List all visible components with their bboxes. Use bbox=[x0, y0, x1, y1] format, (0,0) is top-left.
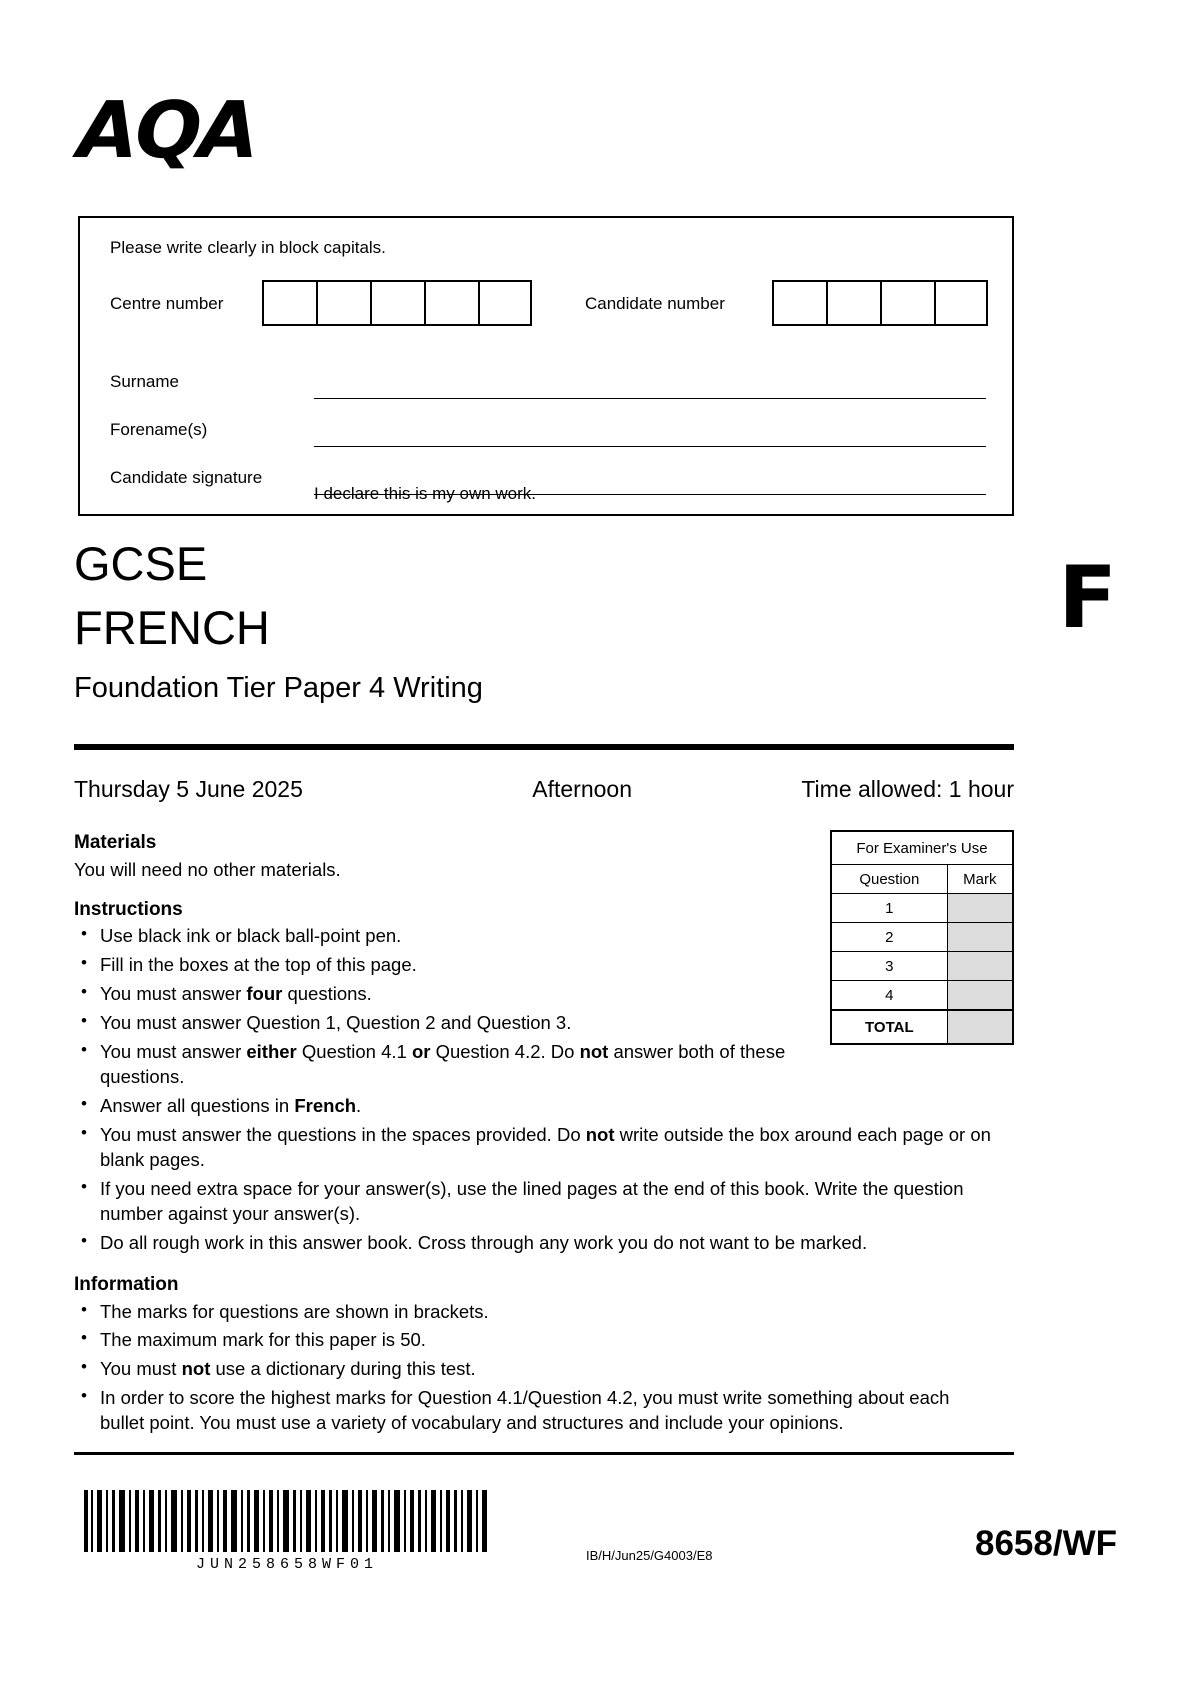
information-list bbox=[74, 1300, 994, 1437]
table-row bbox=[831, 981, 1013, 1011]
surname-input[interactable] bbox=[314, 398, 986, 399]
list-item: • The maximum mark for this paper is 50. bbox=[74, 1328, 994, 1353]
centre-number-cell[interactable] bbox=[262, 280, 316, 326]
list-item: • Do all rough work in this answer book. Cross through any work you do not want to be marked. bbox=[74, 1231, 994, 1256]
list-item: • You must answer four questions. bbox=[74, 982, 820, 1007]
mark-cell[interactable] bbox=[947, 981, 1013, 1011]
question-number: 2 bbox=[831, 923, 947, 952]
mark-cell[interactable] bbox=[947, 952, 1013, 981]
footer-divider bbox=[74, 1452, 1014, 1455]
centre-number-cell[interactable] bbox=[424, 280, 478, 326]
information-heading: Information bbox=[74, 1273, 179, 1295]
examiner-use-table bbox=[830, 830, 1014, 1045]
qualification-title: GCSE bbox=[74, 537, 208, 590]
question-number: 1 bbox=[831, 894, 947, 923]
total-label: TOTAL bbox=[831, 1010, 947, 1044]
list-item: • If you need extra space for your answer(s), use the lined pages at the end of this book. Write the question number against your answer(s). bbox=[74, 1177, 994, 1227]
centre-number-label: Centre number bbox=[110, 294, 224, 313]
tier-letter-badge: F bbox=[1058, 548, 1117, 648]
table-row bbox=[831, 952, 1013, 981]
centre-number-cell[interactable] bbox=[478, 280, 532, 326]
centre-number-cell[interactable] bbox=[370, 280, 424, 326]
forename-label: Forename(s) bbox=[110, 420, 208, 439]
instructions-heading: Instructions bbox=[74, 898, 183, 920]
list-item: • You must not use a dictionary during this test. bbox=[74, 1357, 994, 1382]
aqa-logo: AQA bbox=[76, 86, 258, 176]
exam-info-row bbox=[74, 776, 1014, 803]
examiner-table-title: For Examiner's Use bbox=[831, 831, 1013, 865]
exam-time-allowed: Time allowed: 1 hour bbox=[801, 776, 1014, 802]
table-row bbox=[831, 923, 1013, 952]
materials-text: You will need no other materials. bbox=[74, 858, 341, 880]
tier-title: Foundation Tier Paper 4 Writing bbox=[74, 672, 483, 704]
centre-number-cell[interactable] bbox=[316, 280, 370, 326]
list-item: • You must answer the questions in the spaces provided. Do not write outside the box around each page or on blank pages. bbox=[74, 1123, 994, 1173]
ib-reference-code: IB/H/Jun25/G4003/E8 bbox=[586, 1548, 713, 1563]
mark-cell[interactable] bbox=[947, 923, 1013, 952]
examiner-table-col-mark: Mark bbox=[947, 865, 1013, 894]
candidate-number-cell[interactable] bbox=[826, 280, 880, 326]
exam-date: Thursday 5 June 2025 bbox=[74, 776, 303, 802]
list-item: • Fill in the boxes at the top of this page. bbox=[74, 953, 820, 978]
divider-rule bbox=[74, 744, 1014, 750]
list-item: • You must answer either Question 4.1 or Question 4.2. Do not answer both of these questions. bbox=[74, 1040, 820, 1090]
candidate-number-label: Candidate number bbox=[585, 294, 725, 313]
table-row bbox=[831, 894, 1013, 923]
list-item: • Use black ink or black ball-point pen. bbox=[74, 924, 820, 949]
list-item: • Answer all questions in French. bbox=[74, 1094, 994, 1119]
declaration-text: I declare this is my own work. bbox=[314, 484, 537, 503]
candidate-signature-label: Candidate signature bbox=[110, 468, 263, 487]
question-number: 4 bbox=[831, 981, 947, 1011]
block-capitals-note: Please write clearly in block capitals. bbox=[110, 238, 386, 257]
table-row-total bbox=[831, 1010, 1013, 1044]
forename-input[interactable] bbox=[314, 446, 986, 447]
examiner-table-col-question: Question bbox=[831, 865, 947, 894]
list-item: • You must answer Question 1, Question 2 and Question 3. bbox=[74, 1011, 820, 1036]
candidate-number-cell[interactable] bbox=[772, 280, 826, 326]
candidate-details-box bbox=[78, 216, 1014, 516]
total-mark-cell[interactable] bbox=[947, 1010, 1013, 1044]
subject-title: FRENCH bbox=[74, 601, 270, 654]
mark-cell[interactable] bbox=[947, 894, 1013, 923]
candidate-number-cell[interactable] bbox=[880, 280, 934, 326]
barcode-text: JUN258658WF01 bbox=[195, 1556, 379, 1573]
list-item: • In order to score the highest marks for Question 4.1/Question 4.2, you must write something about each bullet point. You must use a variety of vocabulary and structures and include your opinions. bbox=[74, 1386, 994, 1436]
exam-session: Afternoon bbox=[532, 776, 632, 802]
candidate-number-input[interactable] bbox=[772, 280, 988, 326]
list-item: • The marks for questions are shown in brackets. bbox=[74, 1300, 994, 1325]
centre-number-input[interactable] bbox=[262, 280, 532, 326]
question-number: 3 bbox=[831, 952, 947, 981]
surname-label: Surname bbox=[110, 372, 179, 391]
barcode bbox=[82, 1490, 492, 1552]
paper-code: 8658/WF bbox=[975, 1524, 1117, 1563]
candidate-number-cell[interactable] bbox=[934, 280, 988, 326]
materials-heading: Materials bbox=[74, 832, 157, 853]
